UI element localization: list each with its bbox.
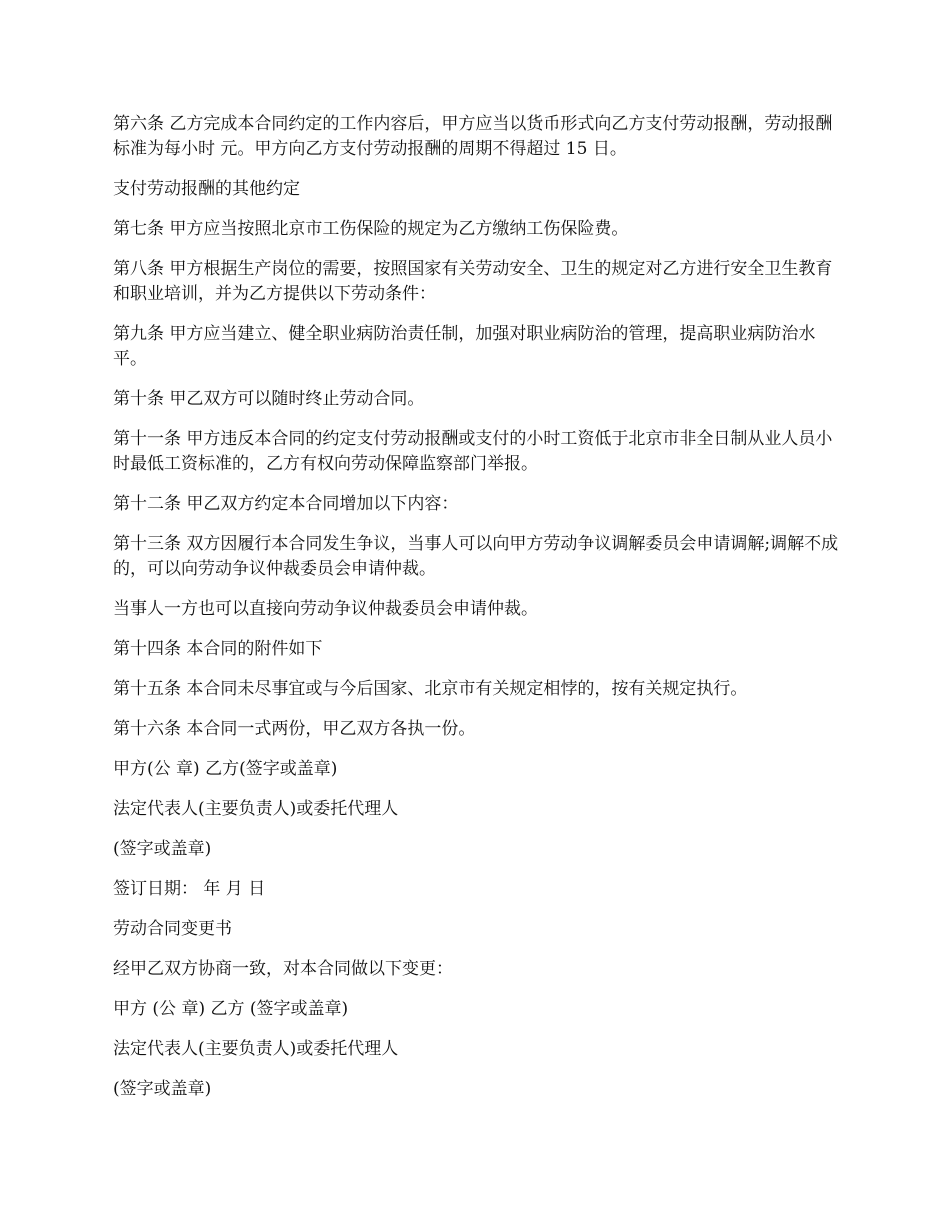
article-13-paragraph: 第十三条 双方因履行本合同发生争议，当事人可以向甲方劳动争议调解委员会申请调解;调解不成的，可以向劳动争议仲裁委员会申请仲裁。 (113, 534, 839, 579)
article-15-paragraph: 第十五条 本合同未尽事宜或与今后国家、北京市有关规定相悖的，按有关规定执行。 (113, 679, 748, 699)
sign-or-seal-line: (签字或盖章) (113, 839, 212, 859)
direct-arbitration-paragraph: 当事人一方也可以直接向劳动争议仲裁委员会申请仲裁。 (113, 599, 538, 619)
amendment-sign-or-seal-line: (签字或盖章) (113, 1079, 212, 1099)
amendment-signature-parties-line: 甲方 (公 章) 乙方 (签字或盖章) (113, 999, 349, 1019)
article-10-paragraph: 第十条 甲乙双方可以随时终止劳动合同。 (113, 389, 425, 409)
amendment-title: 劳动合同变更书 (113, 919, 232, 939)
article-8-paragraph: 第八条 甲方根据生产岗位的需要，按照国家有关劳动安全、卫生的规定对乙方进行安全卫生教育和职业培训，并为乙方提供以下劳动条件： (113, 259, 833, 304)
document-body (113, 112, 848, 1117)
signing-date-line: 签订日期： 年 月 日 (113, 879, 266, 899)
legal-representative-line: 法定代表人(主要负责人)或委托代理人 (113, 799, 399, 819)
article-9-paragraph: 第九条 甲方应当建立、健全职业病防治责任制，加强对职业病防治的管理，提高职业病防治水平。 (113, 324, 816, 369)
signature-parties-line: 甲方(公 章) 乙方(签字或盖章) (113, 759, 338, 779)
article-11-paragraph: 第十一条 甲方违反本合同的约定支付劳动报酬或支付的小时工资低于北京市非全日制从业人员小时最低工资标准的，乙方有权向劳动保障监察部门举报。 (113, 429, 833, 474)
amendment-intro-line: 经甲乙双方协商一致，对本合同做以下变更： (113, 959, 453, 979)
article-7-paragraph: 第七条 甲方应当按照北京市工伤保险的规定为乙方缴纳工伤保险费。 (113, 219, 629, 239)
article-16-paragraph: 第十六条 本合同一式两份，甲乙双方各执一份。 (113, 719, 476, 739)
article-12-paragraph: 第十二条 甲乙双方约定本合同增加以下内容： (113, 494, 459, 514)
article-14-paragraph: 第十四条 本合同的附件如下 (113, 639, 323, 659)
article-6-paragraph: 第六条 乙方完成本合同约定的工作内容后，甲方应当以货币形式向乙方支付劳动报酬，劳动报酬标准为每小时 元。甲方向乙方支付劳动报酬的周期不得超过 15 日。 (113, 114, 833, 159)
other-payment-terms-paragraph: 支付劳动报酬的其他约定 (113, 179, 300, 199)
amendment-legal-representative-line: 法定代表人(主要负责人)或委托代理人 (113, 1039, 399, 1059)
